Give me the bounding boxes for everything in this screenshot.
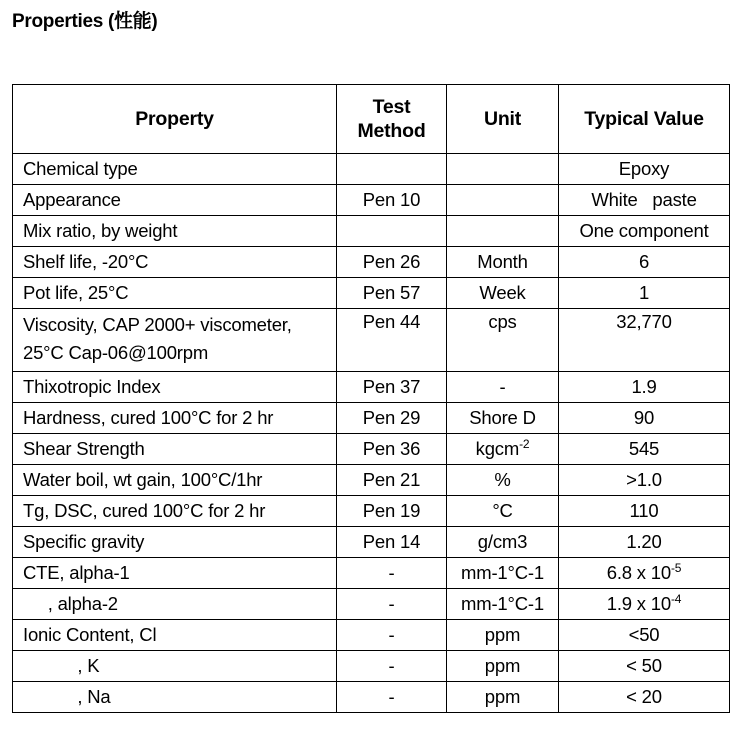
cell-test-method: - [337,558,447,589]
cell-test-method: Pen 29 [337,403,447,434]
cell-unit [447,154,559,185]
cell-typical-value [559,589,730,620]
table-body [13,154,730,713]
cell-property: Water boil, wt gain, 100°C/1hr [13,465,337,496]
value-text: < 50 [626,655,662,676]
value-text: < 20 [626,686,662,707]
unit-text: cps [488,311,517,332]
unit-text: ppm [484,655,521,676]
cell-test-method [337,154,447,185]
unit-text: ppm [484,624,521,645]
table-row [13,527,730,558]
unit-text: Month [477,251,528,272]
value-text: White paste [591,189,697,210]
table-row [13,278,730,309]
value-text: 1.20 [626,531,662,552]
unit-text: - [499,376,506,397]
cell-unit [447,278,559,309]
cell-property: Shear Strength [13,434,337,465]
table-row [13,247,730,278]
value-text: Epoxy [618,158,670,179]
cell-test-method: - [337,620,447,651]
value-text: 545 [628,438,660,459]
value-text: <50 [628,624,660,645]
cell-typical-value [559,185,730,216]
value-superscript: -5 [670,560,682,575]
value-text: 32,770 [616,311,672,332]
cell-typical-value [559,558,730,589]
cell-unit [447,496,559,527]
header-typical-value: Typical Value [559,85,730,154]
table-header-row [13,85,730,154]
table-row [13,185,730,216]
table-row [13,682,730,713]
value-text: 1 [638,282,650,303]
table-row [13,216,730,247]
value-text: One component [579,220,709,241]
cell-property: Pot life, 25°C [13,278,337,309]
cell-property: , alpha-2 [13,589,337,620]
value-text: >1.0 [626,469,662,490]
unit-text: % [494,469,511,490]
cell-test-method: - [337,651,447,682]
value-text: 90 [633,407,655,428]
cell-property: CTE, alpha-1 [13,558,337,589]
value-text: 1.9 [631,376,657,397]
cell-unit [447,527,559,558]
table-row [13,434,730,465]
cell-unit [447,403,559,434]
cell-unit [447,651,559,682]
cell-unit [447,216,559,247]
table-row [13,589,730,620]
unit-text: Shore D [469,407,536,428]
cell-typical-value [559,682,730,713]
cell-property: Tg, DSC, cured 100°C for 2 hr [13,496,337,527]
cell-property: Ionic Content, Cl [13,620,337,651]
table-row [13,403,730,434]
value-text: 6.8 x 10 [606,562,671,583]
cell-unit [447,589,559,620]
cell-property: Specific gravity [13,527,337,558]
cell-unit [447,434,559,465]
cell-typical-value [559,434,730,465]
cell-unit [447,682,559,713]
cell-test-method: Pen 10 [337,185,447,216]
cell-property: , Na [13,682,337,713]
cell-test-method: Pen 26 [337,247,447,278]
cell-unit [447,185,559,216]
value-superscript: -4 [670,591,682,606]
value-text: 1.9 x 10 [606,593,671,614]
cell-typical-value [559,465,730,496]
cell-test-method: Pen 21 [337,465,447,496]
header-property: Property [13,85,337,154]
cell-unit [447,620,559,651]
cell-typical-value [559,278,730,309]
cell-typical-value [559,403,730,434]
page-title: Properties (性能) [12,11,158,32]
cell-test-method: Pen 19 [337,496,447,527]
cell-unit [447,558,559,589]
table-row [13,465,730,496]
cell-test-method: Pen 57 [337,278,447,309]
cell-unit [447,309,559,372]
cell-property: Shelf life, -20°C [13,247,337,278]
cell-test-method: - [337,682,447,713]
cell-unit [447,465,559,496]
unit-text: °C [492,500,513,521]
cell-property: Appearance [13,185,337,216]
cell-typical-value [559,620,730,651]
unit-text: ppm [484,686,521,707]
unit-superscript: -2 [519,436,530,451]
table-row [13,309,730,372]
unit-text: g/cm3 [477,531,528,552]
cell-property: Viscosity, CAP 2000+ viscometer, 25°C Cap-06@100rpm [13,309,337,372]
cell-property: Thixotropic Index [13,372,337,403]
unit-text: kgcm [475,438,520,459]
cell-property: , K [13,651,337,682]
cell-typical-value [559,247,730,278]
cell-typical-value [559,496,730,527]
unit-text: mm-1°C-1 [461,562,544,583]
value-text: 110 [629,500,659,521]
cell-test-method: Pen 14 [337,527,447,558]
cell-test-method: - [337,589,447,620]
properties-table [12,84,730,713]
table-row [13,651,730,682]
table-row [13,558,730,589]
cell-test-method [337,216,447,247]
table-row [13,496,730,527]
cell-property: Hardness, cured 100°C for 2 hr [13,403,337,434]
table-row [13,620,730,651]
cell-typical-value [559,372,730,403]
header-unit: Unit [447,85,559,154]
cell-unit [447,247,559,278]
cell-typical-value [559,154,730,185]
unit-text: mm-1°C-1 [461,593,544,614]
unit-text: Week [479,282,526,303]
cell-typical-value [559,527,730,558]
cell-test-method: Pen 44 [337,309,447,372]
cell-test-method: Pen 36 [337,434,447,465]
value-text: 6 [638,251,650,272]
cell-typical-value [559,309,730,372]
cell-unit [447,372,559,403]
cell-typical-value [559,216,730,247]
cell-typical-value [559,651,730,682]
table-row [13,154,730,185]
cell-test-method: Pen 37 [337,372,447,403]
header-test-method: Test Method [337,85,447,154]
cell-property: Mix ratio, by weight [13,216,337,247]
cell-property: Chemical type [13,154,337,185]
table-row [13,372,730,403]
